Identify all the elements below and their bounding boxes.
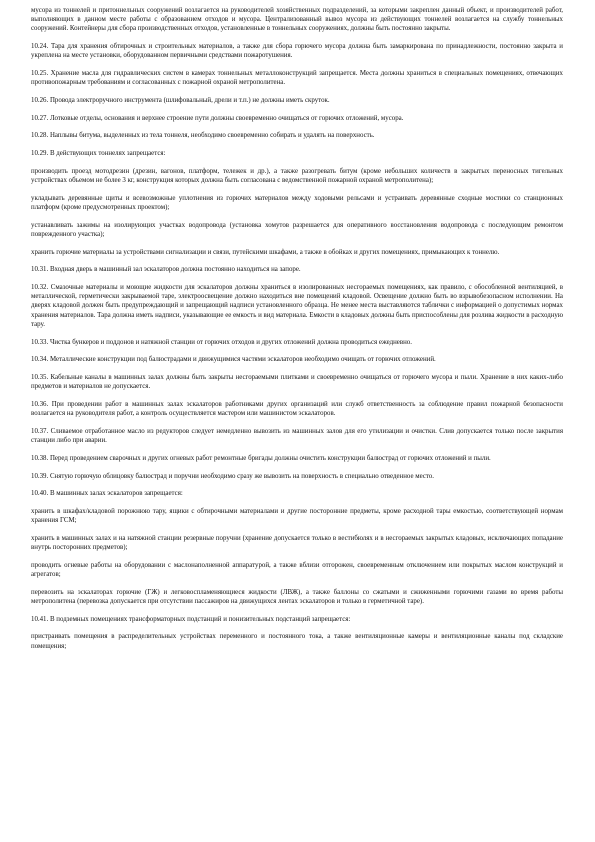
paragraph-21: 10.40. В машинных залах эскалаторов запрещается: (31, 490, 183, 498)
paragraph-7: 10.29. В действующих тоннелях запрещается: (31, 149, 166, 157)
paragraph-15: 10.34. Металлические конструкции под балюстрадами и движущимися частями эскалаторов необходимо очищать от горючих отложений. (31, 356, 436, 364)
paragraph-2: 10.24. Тара для хранения обтирочных и строительных материалов, а также для сбора горючего мусора должна быть замаркирована по принадлежности, постоянно закрыта и укреплена на месте установки, оборудованном первичными средствами пожаротушения. (31, 43, 563, 60)
paragraph-18: 10.37. Сливаемое отработанное масло из редукторов следует немедленно вывозить из машинных залов для его утилизации и очистки. Слив допускается только после закрытия станции либо при аварии. (31, 427, 563, 444)
paragraph-26: 10.41. В подземных помещениях трансформаторных подстанций и понизительных подстанций запрещается: (31, 615, 351, 623)
paragraph-1: мусора из тоннелей и притоннельных сооружений возлагается на руководителей хозяйственных подразделений, за которыми закреплен данный объект, и производителей работ, выполняющих в данном месте работы с образованием отходов и мусора. Централизованный вывоз мусора из действующих тоннелей возлагается на службу тоннельных сооружений. Контейнеры для сбора производственных отходов, установленные в тоннельных сооружениях, должны быть постоянно закрыты. (31, 7, 563, 33)
paragraph-8: производить проезд мотодрезин (дрезин, вагонов, платформ, тележек и др.), а также разогревать битум (кроме небольших количеств в закрытых переносных тигельных устройствах объемом не более 3 кг, конструкция которых должна быть согласована с ведомственной пожарной охраной метрополитена); (31, 167, 563, 184)
paragraph-27: пристраивать помещения в распределительных устройствах переменного и постоянного тока, а также вентиляционные камеры и вентиляционные каналы под складские помещения; (31, 633, 563, 650)
paragraph-19: 10.38. Перед проведением сварочных и других огневых работ ремонтные бригады должны очистить конструкции балюстрад от горючих отложений и пыли. (31, 454, 491, 462)
paragraph-12: 10.31. Входная дверь в машинный зал эскалаторов должна постоянно находиться на запоре. (31, 266, 301, 274)
paragraph-9: укладывать деревянные щиты и всевозможные уплотнения из горючих материалов между ходовыми рельсами и устраивать деревянные сходные мостики со станционных платформ (кроме предусмотренных проектом); (31, 194, 563, 211)
paragraph-24: проводить огневые работы на оборудовании с маслонаполненной аппаратурой, а также вблизи отгорожен, своевременным отключением или покрытых маслом конструкций и агрегатов; (31, 561, 563, 578)
paragraph-25: перевозить на эскалаторах горючие (ГЖ) и легковоспламеняющиеся жидкости (ЛВЖ), а также баллоны со сжатыми и сжиженными горючими газами во время работы метрополитена (перевозка допускается при отсутствии пассажиров на движущихся лентах эскалаторов и только в герметичной таре). (31, 588, 563, 605)
paragraph-13: 10.32. Смазочные материалы и моющие жидкости для эскалаторов должны храниться в изолированных несгораемых помещениях, как правило, с обособленной вентиляцией, в металлической, герметически закрываемой таре, электроосвещение должно находиться вне помещений кладовой. Освещение должно быть во взрывобезопасном исполнении. На дверях кладовой должен быть предупреждающий и запрещающий надписи установленного образца. Не менее места выставляются таблички с информацией о допустимых нормах хранения материалов. Тара должна иметь надписи, указывающие ее емкость и вид материала. Емкости в кладовых должны быть приспособлены для розлива жидкости в расходную тару. (31, 283, 563, 328)
paragraph-4: 10.26. Провода электроручного инструмента (шлифовальный, дрели и т.п.) не должны иметь скруток. (31, 97, 330, 105)
paragraph-5: 10.27. Лотковые отделы, основания и верхнее строение пути должны своевременно очищаться от горючих отложений, мусора. (31, 114, 404, 122)
paragraph-6: 10.28. Наплывы битума, выделенных из тела тоннеля, необходимо своевременно собирать и удалять на поверхность. (31, 132, 375, 140)
paragraph-22: хранить в шкафах/кладовой порожнюю тару, ящики с обтирочными материалами и другие посторонние предметы, кроме расходной тары емкостью, соответствующей нормам хранения ГСМ; (31, 507, 563, 524)
paragraph-3: 10.25. Хранение масла для гидравлических систем в камерах тоннельных металлоконструкций запрещается. Места должны храниться в специальных помещениях, отвечающих противопожарным требованиям и согласованных с пожарной охраной метрополитена. (31, 70, 563, 87)
paragraph-17: 10.36. При проведении работ в машинных залах эскалаторов работниками других организаций или служб ответственность за соблюдение правил пожарной безопасности возлагается на руководителя работ, а контроль осуществляется мастером или машинистом эскалаторов. (31, 400, 563, 417)
paragraph-11: хранить горючие материалы за устройствами сигнализации и связи, путейскими шкафами, а также в обойках и других помещениях, примыкающих к тоннелю. (31, 248, 500, 256)
paragraph-10: устанавливать зажимы на изолирующих участках водопровода (установка хомутов разрешается для оперативного восстановления водопровода с последующим ремонтом поврежденного участка); (31, 221, 563, 238)
paragraph-14: 10.33. Чистка бункеров и поддонов и натяжной станции от горючих отходов и других отложений должна проводиться ежедневно. (31, 338, 412, 346)
paragraph-23: хранить в машинных залах и на натяжной станции резервные поручни (хранение допускается только в вестибюлях и в несгораемых закрытых кладовых, исключающих попадание внутрь посторонних предметов); (31, 534, 563, 551)
paragraph-20: 10.39. Снятую горючую облицовку балюстрад и поручни необходимо сразу же вывозить на поверхность в специально отведенное место. (31, 472, 434, 480)
paragraph-16: 10.35. Кабельные каналы в машинных залах должны быть закрыты несгораемыми плитками и своевременно очищаться от горючего мусора и пыли. Хранение в них каких-либо предметов и материалов не допускается. (31, 373, 563, 390)
